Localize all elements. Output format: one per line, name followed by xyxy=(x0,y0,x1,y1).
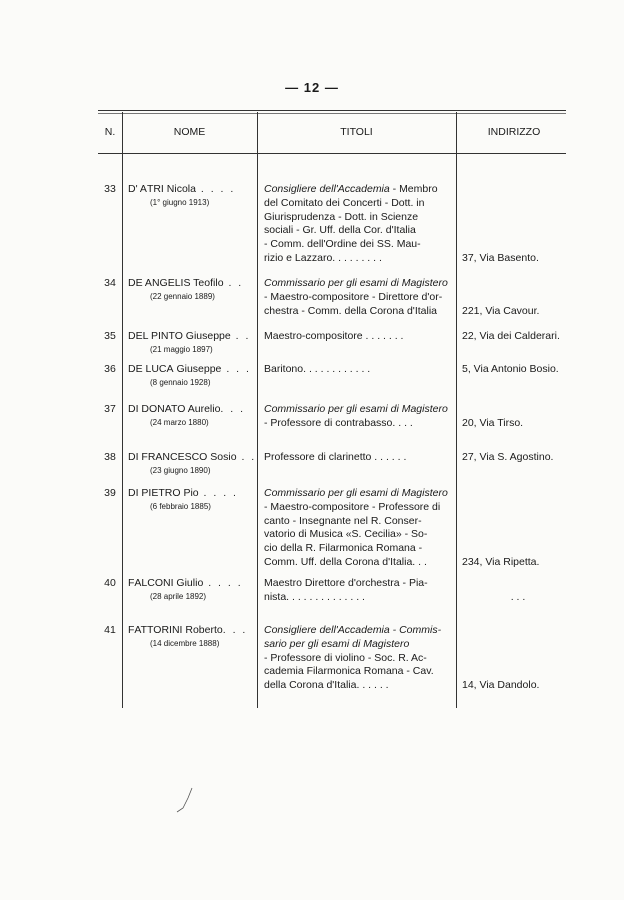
entry-titles xyxy=(264,277,452,318)
name-surname-rest: I DONATO xyxy=(135,403,186,415)
entry-number: 38 xyxy=(104,451,116,463)
name-surname-rest: I FRANCESCO xyxy=(135,451,208,463)
entry-birth-date: (24 marzo 1880) xyxy=(150,417,209,427)
name-given: Nicola xyxy=(163,183,196,195)
name-surname-initial: F xyxy=(128,624,135,636)
table-top-rule-inner xyxy=(98,113,566,114)
entry-birth-date: (8 gennaio 1928) xyxy=(150,377,211,387)
entry-number: 35 xyxy=(104,330,116,342)
title-line-text: - Maestro-compositore - Direttore d'or- xyxy=(264,290,443,303)
entry-titles xyxy=(264,183,452,266)
entry-address: 14, Via Dandolo. xyxy=(462,679,540,692)
entry-birth-date: (1° giugno 1913) xyxy=(150,197,210,207)
title-line xyxy=(264,224,452,238)
title-line xyxy=(264,624,452,638)
name-given: Teofilo xyxy=(190,277,224,289)
header-bottom-rule xyxy=(98,153,566,154)
entry-titles xyxy=(264,363,452,377)
title-line-continuation: - Membro xyxy=(389,183,438,195)
title-line xyxy=(264,211,452,225)
title-line-text: - Professore di violino - Soc. R. Ac- xyxy=(264,651,427,664)
title-line-text: sario per gli esami di Magistero xyxy=(264,637,410,650)
title-line-text: Commissario per gli esami di Magistero xyxy=(264,403,448,415)
title-line xyxy=(264,487,452,501)
title-line-text: - Comm. dell'Ordine dei SS. Mau- xyxy=(264,238,421,251)
table-top-rule xyxy=(98,110,566,111)
entry-number: 37 xyxy=(104,403,116,415)
header-nome: NOME xyxy=(173,126,206,138)
name-given: Aurelio xyxy=(185,403,221,415)
header-titoli: TITOLI xyxy=(340,126,373,138)
title-line-text: Maestro Direttore d'orchestra - Pia- xyxy=(264,577,428,589)
title-line-text: Comm. Uff. della Corona d'Italia. . . xyxy=(264,555,427,568)
entry-titles xyxy=(264,487,452,570)
entry-address: 27, Via S. Agostino. xyxy=(462,451,554,463)
name-surname-initial: D xyxy=(128,277,136,289)
name-dots: . . xyxy=(223,277,244,289)
title-line xyxy=(264,305,452,319)
title-line xyxy=(264,528,452,542)
stray-pen-mark xyxy=(174,786,198,816)
title-line xyxy=(264,665,452,679)
title-line xyxy=(264,451,452,465)
name-dots: . . . . xyxy=(203,577,243,589)
name-surname-initial: D xyxy=(128,363,136,375)
entry-birth-date: (22 gennaio 1889) xyxy=(150,291,215,301)
title-line-text: chestra - Comm. della Corona d'Italia xyxy=(264,304,437,317)
name-given: Pio xyxy=(180,487,199,499)
name-given: Giuseppe xyxy=(173,363,222,375)
title-line xyxy=(264,638,452,652)
title-line-text: rizio e Lazzaro. . . . . . . . . xyxy=(264,251,382,264)
name-surname-initial: D' A xyxy=(128,183,147,195)
title-line-text: cademia Filarmonica Romana - Cav. xyxy=(264,665,434,678)
title-line xyxy=(264,556,452,570)
title-line-text: Baritono. . . . . . . . . . . . xyxy=(264,363,371,375)
entry-birth-date: (23 giugno 1890) xyxy=(150,465,211,475)
name-surname-rest: TRI xyxy=(146,183,164,195)
title-line-text: nista. . . . . . . . . . . . . . xyxy=(264,590,365,603)
title-line-text: del Comitato dei Concerti - Dott. in xyxy=(264,196,425,209)
title-line xyxy=(264,197,452,211)
title-line-text: Professore di clarinetto . . . . . . xyxy=(264,451,407,463)
header-n: N. xyxy=(104,126,116,138)
entry-number: 34 xyxy=(104,277,116,289)
title-line xyxy=(264,577,452,591)
title-line xyxy=(264,330,452,344)
title-line-text: Commissario per gli esami di Magistero xyxy=(264,487,448,499)
title-line-text: canto - Insegnante nel R. Conser- xyxy=(264,514,422,527)
title-line xyxy=(264,591,452,605)
entry-titles xyxy=(264,577,452,605)
entry-address: 22, Via dei Calderari. xyxy=(462,330,560,342)
title-line-text: Giurisprudenza - Dott. in Scienze xyxy=(264,210,419,223)
entry-address: 221, Via Cavour. xyxy=(462,304,540,317)
name-surname-initial: D xyxy=(128,487,136,499)
name-given: Roberto xyxy=(182,624,223,636)
column-divider-n xyxy=(122,112,123,708)
entry-address: 5, Via Antonio Bosio. xyxy=(462,363,559,375)
title-line-text: della Corona d'Italia. . . . . . xyxy=(264,679,389,692)
title-line xyxy=(264,238,452,252)
title-line xyxy=(264,252,452,266)
entry-titles xyxy=(264,624,452,693)
title-line-text: vatorio di Musica «S. Cecilia» - So- xyxy=(264,528,428,541)
name-surname-initial: D xyxy=(128,330,136,342)
title-line xyxy=(264,363,452,377)
title-line xyxy=(264,277,452,291)
name-surname-initial: D xyxy=(128,403,136,415)
name-dots: . . . xyxy=(222,624,248,636)
title-line xyxy=(264,652,452,666)
name-given: Sosio xyxy=(207,451,237,463)
title-line xyxy=(264,417,452,431)
name-dots: . . . xyxy=(221,363,251,375)
name-given: Giuseppe xyxy=(182,330,231,342)
title-line-text: - Maestro-compositore - Professore di xyxy=(264,500,441,513)
name-dots: . . . . xyxy=(195,183,236,195)
entry-number: 36 xyxy=(104,363,116,375)
header-indirizzo: INDIRIZZO xyxy=(487,126,541,138)
entry-address: 234, Via Ripetta. xyxy=(462,556,540,568)
name-surname-rest: ALCONI xyxy=(134,577,174,589)
entry-birth-date: (14 dicembre 1888) xyxy=(150,638,220,648)
name-surname-rest: EL PINTO xyxy=(135,330,183,342)
title-line xyxy=(264,183,452,197)
name-surname-rest: ATTORINI xyxy=(134,624,183,636)
name-surname-rest: E ANGELIS xyxy=(135,277,191,289)
title-line-text: Commissario per gli esami di Magistero xyxy=(264,277,448,289)
title-line xyxy=(264,501,452,515)
name-dots: . . . xyxy=(220,403,246,415)
column-divider-titoli xyxy=(456,112,457,708)
entry-titles xyxy=(264,403,452,431)
title-line xyxy=(264,515,452,529)
entry-address: 37, Via Basento. xyxy=(462,252,539,264)
entry-number: 33 xyxy=(104,183,116,195)
entry-titles xyxy=(264,330,452,344)
title-line-text: Consigliere dell'Accademia xyxy=(264,183,390,195)
title-line xyxy=(264,291,452,305)
name-dots: . . . . xyxy=(198,487,238,499)
name-surname-rest: I PIETRO xyxy=(135,487,181,499)
title-line xyxy=(264,403,452,417)
title-line-text: Consigliere dell'Accademia - Commis- xyxy=(264,624,442,636)
entry-birth-date: (6 febbraio 1885) xyxy=(150,501,211,511)
name-dots: . . xyxy=(236,451,257,463)
title-line-text: cio della R. Filarmonica Romana - xyxy=(264,542,423,555)
title-line xyxy=(264,679,452,693)
title-line-text: - Professore di contrabasso. . . . xyxy=(264,416,413,429)
entry-titles xyxy=(264,451,452,465)
entry-address: 20, Via Tirso. xyxy=(462,416,524,429)
entry-birth-date: (28 aprile 1892) xyxy=(150,591,207,601)
name-surname-initial: D xyxy=(128,451,136,463)
name-dots: . . xyxy=(230,330,251,342)
page-number: — 12 — xyxy=(285,80,339,95)
entry-address: . . . xyxy=(510,590,526,603)
name-surname-rest: E LUCA xyxy=(135,363,174,375)
entry-number: 40 xyxy=(104,577,116,589)
title-line-text: Maestro-compositore . . . . . . . xyxy=(264,330,404,342)
name-surname-initial: F xyxy=(128,577,135,589)
title-line xyxy=(264,542,452,556)
title-line-text: sociali - Gr. Uff. della Cor. d'Italia xyxy=(264,224,416,237)
entry-birth-date: (21 maggio 1897) xyxy=(150,344,213,354)
entry-number: 41 xyxy=(104,624,116,636)
entry-number: 39 xyxy=(104,487,116,499)
name-given: Giulio xyxy=(173,577,204,589)
